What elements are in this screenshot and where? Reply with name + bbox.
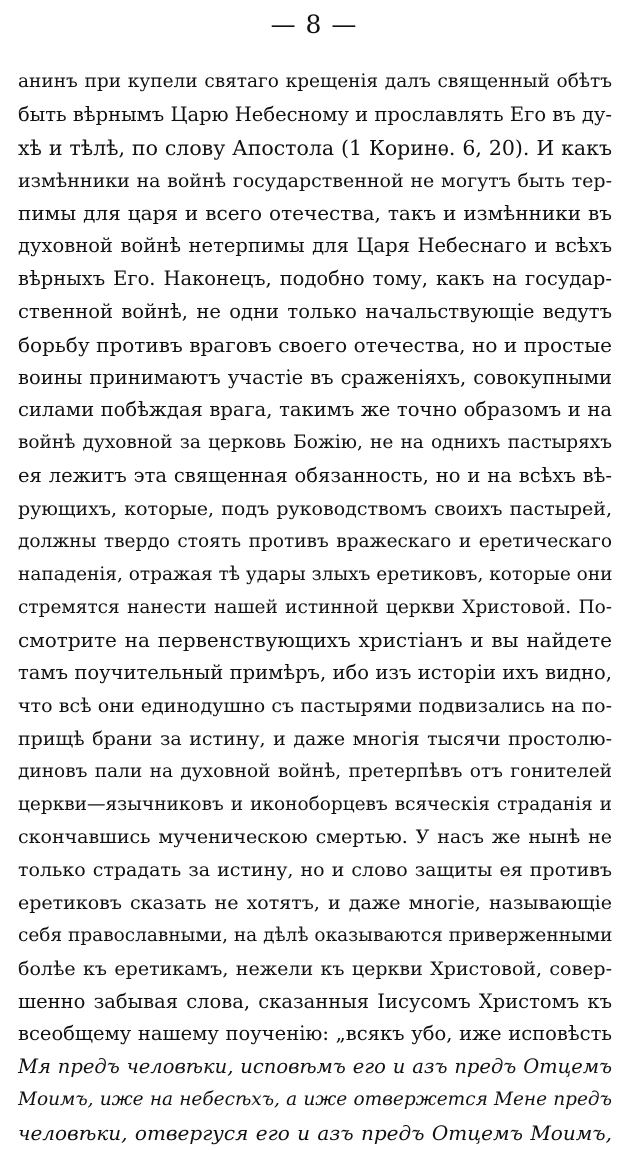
text-line: ственной войнѣ, не одни только начальствующіе ведутъ bbox=[18, 299, 612, 323]
text-line: прищѣ брани за истину, и даже многія тысячи простолю- bbox=[18, 727, 612, 750]
text-line: всеобщему нашему поученію: „всякъ убо, иже исповѣсть bbox=[18, 1022, 612, 1046]
text-line: что всѣ они единодушно съ пастырями подвизались на по- bbox=[18, 695, 612, 718]
text-line: нападенія, отражая тѣ удары злыхъ еретиковъ, которые они bbox=[18, 563, 612, 585]
text-line: смотрите на первенствующихъ христіанъ и вы найдете bbox=[18, 628, 612, 653]
text-line: человѣки, отвергуся его и азъ предъ Отцемъ Моимъ, bbox=[18, 1121, 612, 1145]
text-line: болѣе къ еретикамъ, нежели къ церкви Христовой, совер- bbox=[18, 957, 612, 980]
text-line: вѣрныхъ Его. Наконецъ, подобно тому, какъ на государ- bbox=[18, 267, 612, 291]
text-line: духовной войнѣ нетерпимы для Царя Небеснаго и всѣхъ bbox=[18, 234, 612, 258]
text-line: ея лежитъ эта священная обязанность, но и на всѣхъ вѣ- bbox=[18, 464, 612, 488]
text-line: войнѣ духовной за церковь Божію, не на однихъ пастыряхъ bbox=[18, 432, 612, 454]
page-number: — 8 — bbox=[270, 10, 358, 39]
text-line: измѣнники на войнѣ государственной не могутъ быть тер- bbox=[18, 169, 612, 192]
text-line: воины принимаютъ участіе въ сраженіяхъ, совокупными bbox=[18, 365, 612, 389]
text-line: шенно забывая слова, сказанныя Іисусомъ Христомъ къ bbox=[18, 989, 612, 1013]
text-line: тамъ поучительный примѣръ, ибо изъ исторіи ихъ видно, bbox=[18, 661, 612, 685]
text-line: хѣ и тѣлѣ, по слову Апостола (1 Коринѳ. 6, 20). И какъ bbox=[18, 135, 612, 160]
text-line: еретиковъ сказать не хотятъ, и даже многіе, называющіе bbox=[18, 892, 612, 915]
text-line: Мя предъ человѣки, исповѣмъ его и азъ предъ Отцемъ bbox=[18, 1055, 612, 1079]
text-line: только страдать за истину, но и слово защиты ея противъ bbox=[18, 859, 612, 882]
text-line: скончавшись мученическою смертью. У насъ же нынѣ не bbox=[18, 826, 612, 849]
text-line: рующихъ, которые, подъ руководствомъ своихъ пастырей, bbox=[18, 497, 612, 520]
text-line: пимы для царя и всего отечества, такъ и измѣнники въ bbox=[18, 201, 612, 226]
text-line: Моимъ, иже на небесѣхъ, а иже отвержется Мене предъ bbox=[18, 1089, 612, 1111]
text-line: стремятся нанести нашей истинной церкви Христовой. По- bbox=[18, 596, 612, 618]
text-line: быть вѣрнымъ Царю Небесному и прославлять Его въ ду- bbox=[18, 102, 612, 126]
text-line: анинъ при купели святаго крещенія далъ священный обѣтъ bbox=[18, 71, 612, 92]
text-line: диновъ пали на духовной войнѣ, претерпѣвъ отъ гонителей bbox=[18, 760, 612, 782]
text-line: силами побѣждая врага, такимъ же точно образомъ и на bbox=[18, 398, 612, 422]
text-line: борьбу противъ враговъ своего отечества, но и простые bbox=[18, 332, 612, 357]
text-line: должны твердо стоять противъ вражескаго и еретическаго bbox=[18, 530, 612, 552]
text-line: церкви—язычниковъ и иконоборцевъ всяческія страданія и bbox=[18, 793, 612, 815]
body-text bbox=[18, 66, 612, 1150]
text-line: себя православными, на дѣлѣ оказываются приверженными bbox=[18, 924, 612, 946]
